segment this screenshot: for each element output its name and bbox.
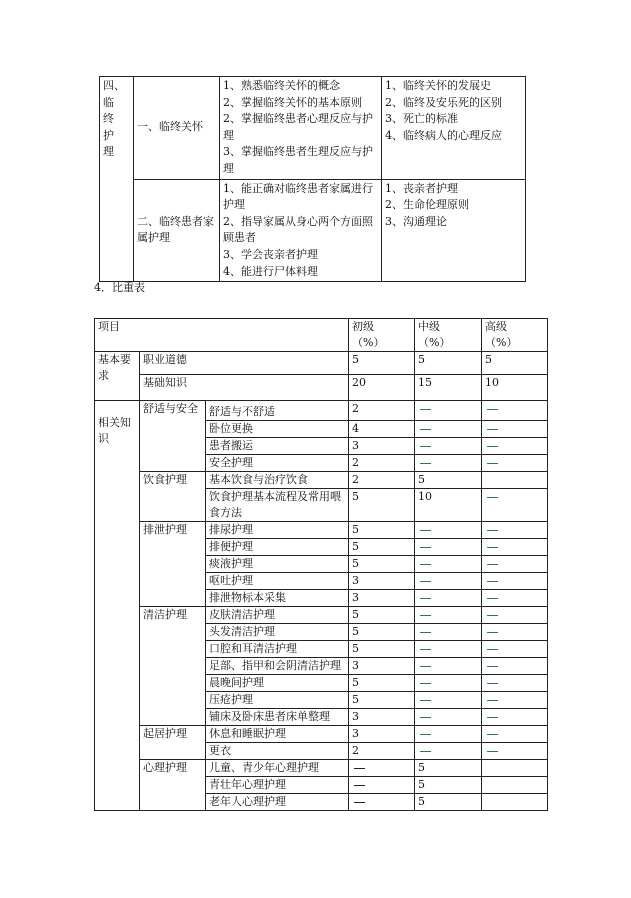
topic-cell: 二、临终患者家属护理 bbox=[134, 179, 220, 282]
section-char: 护 bbox=[103, 128, 114, 142]
table-row bbox=[95, 760, 548, 777]
value-cell: 3 bbox=[349, 438, 415, 455]
level-name: 高级 bbox=[485, 320, 508, 333]
table-row bbox=[95, 472, 548, 489]
value-cell: 5 bbox=[349, 675, 415, 692]
value-cell: 10 bbox=[482, 375, 548, 401]
value-cell bbox=[482, 401, 548, 421]
skills-cell bbox=[220, 77, 382, 180]
dash-mark bbox=[487, 717, 498, 718]
value-cell: 3 bbox=[349, 658, 415, 675]
value-cell bbox=[482, 421, 548, 438]
value-cell: 5 bbox=[482, 352, 548, 375]
dash-mark bbox=[487, 497, 498, 498]
knowledge-item: 1、丧亲者护理 bbox=[385, 181, 458, 195]
weight-table bbox=[94, 318, 548, 811]
dash-mark bbox=[354, 785, 365, 786]
table-caption: 4．比重表 bbox=[94, 281, 145, 294]
value-cell bbox=[482, 590, 548, 607]
value-cell bbox=[482, 607, 548, 624]
item-name: 皮肤清洁护理 bbox=[206, 607, 349, 624]
category-label: 基本要求 bbox=[95, 352, 140, 401]
skill-item: 2、掌握临终关怀的基本原则 bbox=[223, 95, 362, 109]
section-char: 临 bbox=[103, 95, 114, 109]
value-cell: 5 bbox=[349, 692, 415, 709]
value-cell: 3 bbox=[349, 573, 415, 590]
value-cell bbox=[349, 760, 415, 777]
item-name: 压疮护理 bbox=[206, 692, 349, 709]
dash-mark bbox=[420, 446, 431, 447]
value-cell bbox=[415, 455, 482, 472]
value-cell: 5 bbox=[349, 607, 415, 624]
group-name: 起居护理 bbox=[140, 726, 206, 760]
dash-mark bbox=[487, 547, 498, 548]
dash-mark bbox=[420, 564, 431, 565]
skill-item: 1、能正确对临终患者家属进行护理 bbox=[223, 181, 373, 212]
dash-mark bbox=[487, 751, 498, 752]
skill-item: 1、熟悉临终关怀的概念 bbox=[223, 79, 340, 92]
value-cell: 5 bbox=[415, 777, 482, 794]
value-cell bbox=[482, 760, 548, 777]
item-name: 青壮年心理护理 bbox=[206, 777, 349, 794]
item-name: 晨晚间护理 bbox=[206, 675, 349, 692]
group-name: 排泄护理 bbox=[140, 522, 206, 607]
group-name: 舒适与安全 bbox=[140, 401, 206, 472]
value-cell bbox=[415, 438, 482, 455]
value-cell bbox=[482, 641, 548, 658]
value-cell: 10 bbox=[415, 489, 482, 522]
value-cell: 5 bbox=[349, 539, 415, 556]
value-cell: 2 bbox=[349, 455, 415, 472]
value-cell bbox=[349, 777, 415, 794]
dash-mark bbox=[420, 615, 431, 616]
group-name: 饮食护理 bbox=[140, 472, 206, 522]
value-cell: 15 bbox=[415, 375, 482, 401]
value-cell: 3 bbox=[349, 709, 415, 726]
dash-mark bbox=[487, 409, 498, 410]
dash-mark bbox=[487, 598, 498, 599]
knowledge-item: 4、临终病人的心理反应 bbox=[385, 128, 502, 142]
item-name: 更衣 bbox=[206, 743, 349, 760]
level-name: 中级 bbox=[418, 320, 441, 333]
item-name: 安全护理 bbox=[206, 455, 349, 472]
value-cell bbox=[482, 794, 548, 811]
value-cell bbox=[482, 556, 548, 573]
value-cell: 5 bbox=[415, 760, 482, 777]
value-cell bbox=[482, 539, 548, 556]
value-cell bbox=[482, 726, 548, 743]
level-name: 初级 bbox=[352, 320, 375, 333]
skill-item: 3、学会丧亲者护理 bbox=[223, 247, 318, 261]
dash-mark bbox=[420, 547, 431, 548]
group-name: 清洁护理 bbox=[140, 607, 206, 726]
value-cell bbox=[415, 421, 482, 438]
value-cell bbox=[415, 573, 482, 590]
dash-mark bbox=[487, 666, 498, 667]
dash-mark bbox=[487, 463, 498, 464]
dash-mark bbox=[487, 564, 498, 565]
dash-mark bbox=[354, 768, 365, 769]
value-cell bbox=[482, 438, 548, 455]
level-unit: （%） bbox=[485, 336, 518, 349]
item-name: 口腔和耳清洁护理 bbox=[206, 641, 349, 658]
knowledge-item: 3、死亡的标准 bbox=[385, 112, 458, 126]
header-level bbox=[349, 319, 415, 352]
value-cell: 2 bbox=[349, 472, 415, 489]
value-cell: 5 bbox=[349, 641, 415, 658]
level-unit: （%） bbox=[352, 336, 385, 349]
value-cell: 5 bbox=[349, 556, 415, 573]
value-cell bbox=[415, 709, 482, 726]
value-cell bbox=[415, 556, 482, 573]
dash-mark bbox=[487, 429, 498, 430]
dash-mark bbox=[420, 598, 431, 599]
item-name: 铺床及卧床患者床单整理 bbox=[206, 709, 349, 726]
knowledge-item: 1、临终关怀的发展史 bbox=[385, 79, 491, 92]
value-cell bbox=[415, 658, 482, 675]
dash-mark bbox=[420, 649, 431, 650]
value-cell bbox=[415, 624, 482, 641]
dash-mark bbox=[420, 409, 431, 410]
skill-item: 4、能进行尸体料理 bbox=[223, 264, 318, 278]
value-cell: 4 bbox=[349, 421, 415, 438]
header-level bbox=[415, 319, 482, 352]
value-cell bbox=[415, 401, 482, 421]
item-name: 饮食护理基本流程及常用喂食方法 bbox=[206, 489, 349, 522]
value-cell bbox=[415, 522, 482, 539]
table-row bbox=[95, 401, 548, 421]
knowledge-cell bbox=[382, 179, 526, 282]
item-name: 基础知识 bbox=[140, 375, 349, 401]
item-name: 足部、指甲和会阴清洁护理 bbox=[206, 658, 349, 675]
dash-mark bbox=[420, 632, 431, 633]
value-cell bbox=[415, 675, 482, 692]
skill-item: 2、掌握临终患者心理反应与护理 bbox=[223, 112, 373, 142]
value-cell bbox=[415, 641, 482, 658]
dash-mark bbox=[487, 581, 498, 582]
item-name: 卧位更换 bbox=[206, 421, 349, 438]
table-row bbox=[95, 375, 548, 401]
section-cell bbox=[100, 77, 134, 282]
value-cell: 3 bbox=[349, 590, 415, 607]
value-cell: 5 bbox=[415, 794, 482, 811]
table-row bbox=[100, 179, 526, 282]
value-cell bbox=[482, 658, 548, 675]
header-row bbox=[95, 319, 548, 352]
value-cell bbox=[415, 692, 482, 709]
value-cell bbox=[415, 590, 482, 607]
value-cell: 2 bbox=[349, 401, 415, 421]
value-cell bbox=[482, 743, 548, 760]
category-label: 相关知识 bbox=[95, 401, 140, 811]
value-cell: 5 bbox=[349, 489, 415, 522]
value-cell bbox=[415, 726, 482, 743]
dash-mark bbox=[487, 446, 498, 447]
dash-mark bbox=[420, 751, 431, 752]
dash-mark bbox=[487, 683, 498, 684]
skill-item: 2、指导家属从身心两个方面照顾患者 bbox=[223, 214, 373, 245]
table-row bbox=[95, 352, 548, 375]
value-cell: 5 bbox=[415, 472, 482, 489]
item-name: 痰液护理 bbox=[206, 556, 349, 573]
value-cell bbox=[482, 489, 548, 522]
dash-mark bbox=[487, 734, 498, 735]
item-name: 老年人心理护理 bbox=[206, 794, 349, 811]
value-cell bbox=[482, 573, 548, 590]
table-row bbox=[100, 77, 526, 180]
knowledge-cell bbox=[382, 77, 526, 180]
item-name: 排便护理 bbox=[206, 539, 349, 556]
value-cell: 20 bbox=[349, 375, 415, 401]
dash-mark bbox=[487, 700, 498, 701]
item-name: 头发清洁护理 bbox=[206, 624, 349, 641]
dash-mark bbox=[420, 530, 431, 531]
section-char: 理 bbox=[103, 145, 114, 159]
item-name: 儿童、青少年心理护理 bbox=[206, 760, 349, 777]
value-cell bbox=[482, 777, 548, 794]
table-row bbox=[95, 607, 548, 624]
section-char: 终 bbox=[103, 112, 114, 126]
value-cell bbox=[415, 539, 482, 556]
dash-mark bbox=[420, 666, 431, 667]
group-name: 心理护理 bbox=[140, 760, 206, 811]
item-name: 排泄物标本采集 bbox=[206, 590, 349, 607]
dash-mark bbox=[420, 683, 431, 684]
dash-mark bbox=[420, 717, 431, 718]
header-item: 项目 bbox=[95, 319, 349, 352]
item-name: 职业道德 bbox=[140, 352, 349, 375]
knowledge-item: 2、临终及安乐死的区别 bbox=[385, 95, 502, 109]
knowledge-item: 3、沟通理论 bbox=[385, 214, 447, 228]
header-level bbox=[482, 319, 548, 352]
section-char: 四、 bbox=[103, 79, 125, 92]
item-name: 基本饮食与治疗饮食 bbox=[206, 472, 349, 489]
skill-item: 3、掌握临终患者生理反应与护理 bbox=[223, 145, 373, 175]
value-cell bbox=[482, 522, 548, 539]
value-cell bbox=[415, 743, 482, 760]
value-cell bbox=[482, 455, 548, 472]
item-name: 排尿护理 bbox=[206, 522, 349, 539]
value-cell: 5 bbox=[349, 624, 415, 641]
value-cell bbox=[482, 675, 548, 692]
skills-cell bbox=[220, 179, 382, 282]
dash-mark bbox=[420, 734, 431, 735]
value-cell bbox=[415, 607, 482, 624]
item-name: 呕吐护理 bbox=[206, 573, 349, 590]
value-cell bbox=[482, 692, 548, 709]
dash-mark bbox=[487, 649, 498, 650]
value-cell: 2 bbox=[349, 743, 415, 760]
value-cell bbox=[349, 794, 415, 811]
knowledge-item: 2、生命伦理原则 bbox=[385, 198, 469, 212]
value-cell bbox=[482, 624, 548, 641]
value-cell bbox=[482, 472, 548, 489]
dash-mark bbox=[487, 615, 498, 616]
item-name: 休息和睡眠护理 bbox=[206, 726, 349, 743]
dash-mark bbox=[487, 632, 498, 633]
value-cell: 5 bbox=[349, 522, 415, 539]
table-row bbox=[95, 522, 548, 539]
dash-mark bbox=[354, 802, 365, 803]
value-cell: 5 bbox=[349, 352, 415, 375]
dash-mark bbox=[487, 530, 498, 531]
table-row bbox=[95, 726, 548, 743]
dash-mark bbox=[420, 700, 431, 701]
dash-mark bbox=[420, 429, 431, 430]
value-cell: 5 bbox=[415, 352, 482, 375]
item-name: 舒适与不舒适 bbox=[206, 401, 349, 421]
level-unit: （%） bbox=[418, 336, 451, 349]
dash-mark bbox=[420, 581, 431, 582]
item-name: 患者搬运 bbox=[206, 438, 349, 455]
dash-mark bbox=[420, 463, 431, 464]
curriculum-table bbox=[99, 76, 526, 282]
value-cell bbox=[482, 709, 548, 726]
value-cell: 3 bbox=[349, 726, 415, 743]
topic-cell: 一、临终关怀 bbox=[134, 77, 220, 180]
